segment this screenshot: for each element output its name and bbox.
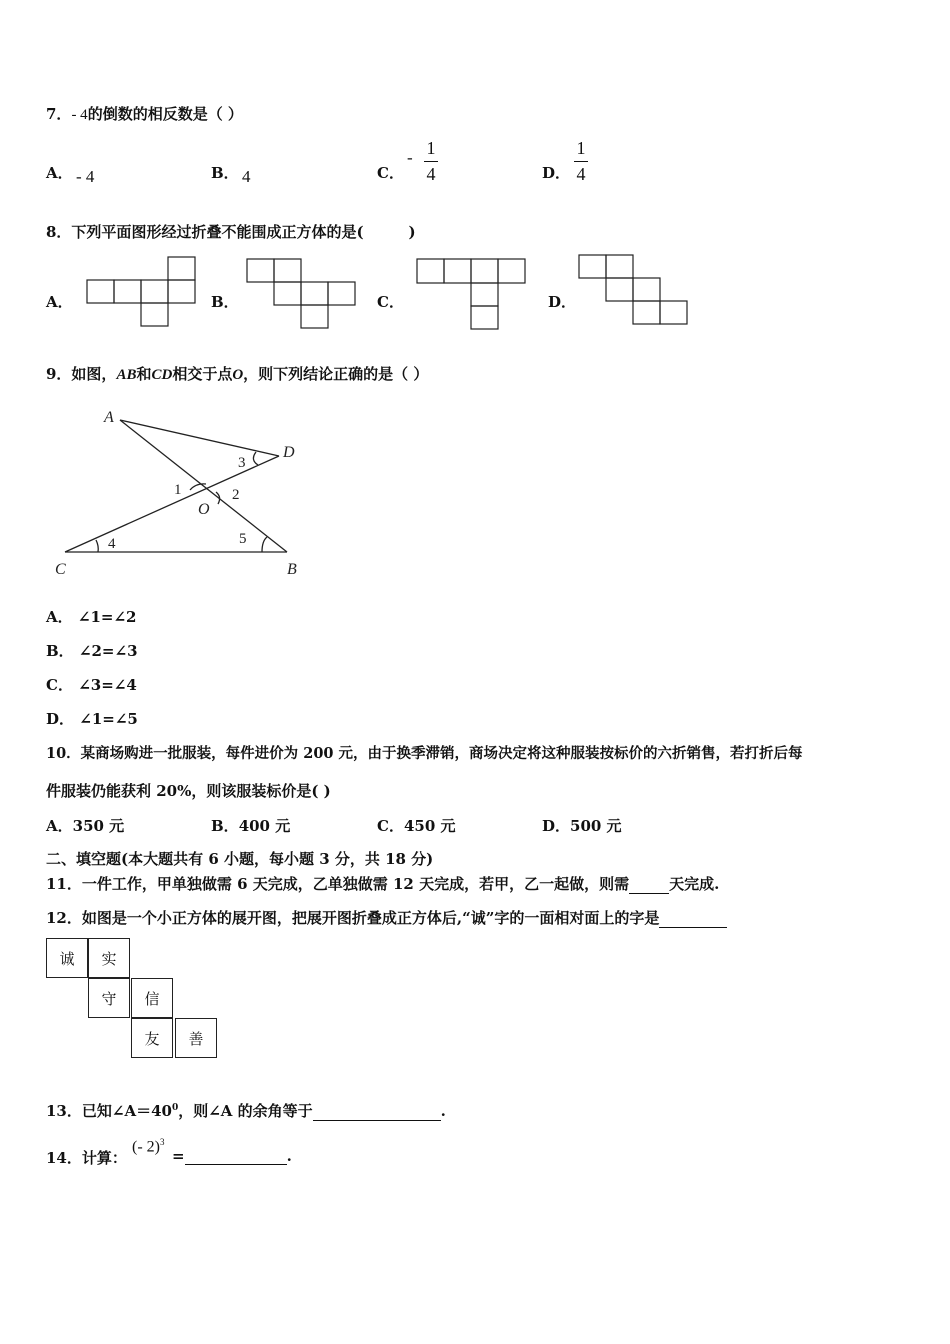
net-cell-shan: 善 (175, 1018, 217, 1058)
q10-stem-line1: 10．某商场购进一批服装，每件进价为 200 元，由于换季滞销，商场决定将这种服装按标价的六折销售，若打折后每 (46, 745, 803, 762)
q7-option-b: B． (211, 164, 239, 182)
q7-option-a: A． (46, 164, 73, 182)
q14-answer-line: = . (172, 1147, 292, 1165)
q12-stem: 12．如图是一个小正方体的展开图，把展开图折叠成正方体后,“诚”字的一面相对面上的字是 (46, 907, 727, 928)
q9-option-d: D． ∠1=∠5 (46, 710, 138, 728)
q7-stem: 7．- 4的倒数的相反数是（ ） (46, 105, 243, 123)
q14-label: 14．计算： (46, 1149, 127, 1167)
arc-4 (96, 540, 98, 552)
q12-answer-blank[interactable] (659, 927, 727, 928)
arc-3 (253, 452, 258, 465)
label-b: B (287, 561, 297, 578)
arc-5 (262, 537, 267, 552)
segment-cd (65, 456, 279, 552)
q9-stem: 9．如图，AB和CD相交于点O，则下列结论正确的是（ ） (46, 365, 429, 383)
q7-neg4: - 4 (71, 107, 88, 123)
label-d: D (283, 444, 295, 461)
label-a: A (104, 409, 114, 426)
net-cell-cheng: 诚 (46, 938, 88, 978)
q10-option-b: B．400 元 (211, 817, 291, 835)
q8-option-d: D． (548, 293, 577, 311)
q13-answer-blank[interactable] (313, 1120, 441, 1121)
angle-4: 4 (108, 536, 116, 552)
q7-option-c: C． (377, 164, 404, 182)
label-o: O (198, 501, 210, 518)
q8-stem: 8．下列平面图形经过折叠不能围成正方体的是( ) (46, 223, 416, 241)
q7-option-a-value: - 4 (76, 167, 95, 186)
q14-answer-blank[interactable] (185, 1164, 287, 1165)
angle-1: 1 (174, 482, 182, 498)
q10-stem-line2: 件服装仍能获利 20%，则该服装标价是( ) (46, 782, 331, 800)
label-c: C (55, 561, 66, 578)
q9-figure (0, 0, 950, 600)
net-cell-you: 友 (131, 1018, 173, 1058)
q8-option-a: A． (46, 293, 73, 311)
q9-option-a: A． ∠1=∠2 (46, 608, 137, 626)
arc-1 (190, 484, 206, 490)
segment-ad (120, 420, 279, 456)
q10-option-d: D．500 元 (542, 817, 622, 835)
q7-option-c-sign: - (407, 148, 413, 167)
q7-option-c-fraction: 1 4 (424, 138, 438, 185)
angle-5: 5 (239, 531, 247, 547)
q14-expression: (- 2)$^3$ (132, 1137, 165, 1156)
q10-option-c: C．450 元 (377, 817, 456, 835)
net-cell-xin: 信 (131, 978, 173, 1018)
q7-option-d: D． (542, 164, 571, 182)
net-cell-shou: 守 (88, 978, 130, 1018)
q10-option-a: A．350 元 (46, 817, 125, 835)
q7-option-d-fraction: 1 4 (574, 138, 588, 185)
angle-3: 3 (238, 455, 246, 471)
q8-option-c: C． (377, 293, 404, 311)
net-cell-shi: 实 (88, 938, 130, 978)
angle-2: 2 (232, 487, 240, 503)
q8-option-b: B． (211, 293, 239, 311)
section-heading-fill-in: 二、填空题(本大题共有 6 小题，每小题 3 分，共 18 分) (46, 850, 434, 868)
q11-stem: 11．一件工作，甲单独做需 6 天完成，乙单独做需 12 天完成，若甲，乙一起做，则需 天完成. (46, 875, 720, 893)
q9-option-c: C． ∠3=∠4 (46, 676, 137, 694)
segment-ab (120, 420, 287, 552)
q7-option-b-value: 4 (242, 167, 251, 186)
q11-answer-blank[interactable] (629, 893, 669, 894)
q13-stem: 13．已知$\angle A=40^0$，则∠A 的余角等于 . (46, 1102, 446, 1120)
q9-option-b: B． ∠2=∠3 (46, 642, 138, 660)
